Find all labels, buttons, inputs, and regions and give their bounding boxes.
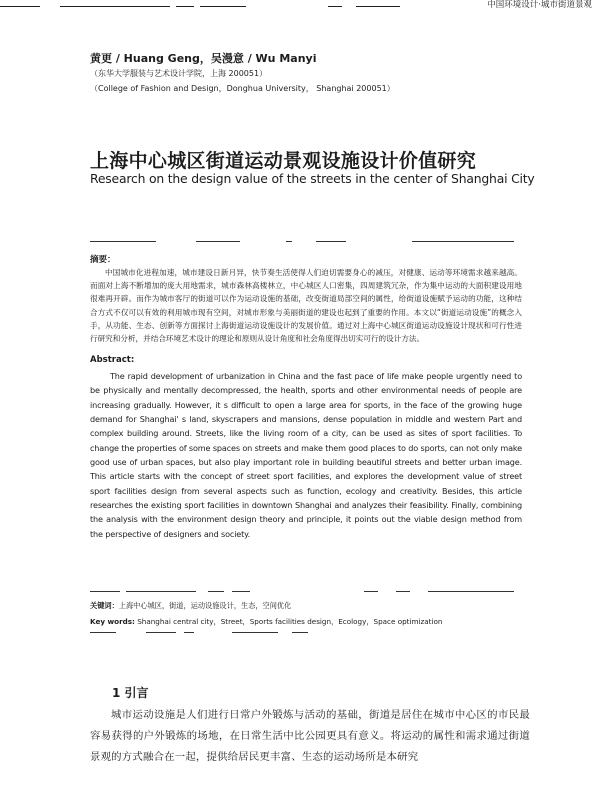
header-rule bbox=[200, 6, 246, 7]
keywords-en-text: Shanghai central city，Street，Sports facilities design，Ecology，Space optimization bbox=[137, 617, 443, 626]
running-header bbox=[0, 0, 600, 10]
divider-rule bbox=[286, 241, 292, 242]
header-rule bbox=[176, 6, 194, 7]
divider-rule bbox=[396, 591, 410, 592]
abstract-en-text: The rapid development of urbanization in China and the fast pace of life make people urgently need to be physically and mentally decompressed, the health, sports and other environmental needs of people are increasing gradually. However, it s difficult to open a large area for sports, in the face of the growing huge demand for Shanghai' s land, skyscrapers and mansions, dense population in middle and western Part and complex building around. Streets, like the living room of a city, can be used as sites of sport facilities. To change the properties of some spaces on streets and make them good places to do sports, can not only make good use of urban spaces, but also play important role in building beautiful streets and better urban image. This article starts with the concept of street sport facilities, and explores the development value of street sport facilities design from several aspects such as function, ecology and creativity. Besides, this article researches the existing sport facilities in downtown Shanghai and analyzes their feasibility. Finally, combining the analysis with the environment design theory and principle, it points out the viable design method from the perspective of designers and society. bbox=[90, 371, 522, 539]
paper-title-cn: 上海中心城区街道运动景观设施设计价值研究 bbox=[90, 150, 477, 172]
divider-rule bbox=[316, 241, 346, 242]
affiliation-cn: （东华大学服装与艺术设计学院，上海 200051） bbox=[90, 69, 268, 78]
divider-rule bbox=[90, 241, 156, 242]
keywords-cn-text: 上海中心城区，街道，运动设施设计，生态，空间优化 bbox=[118, 601, 292, 610]
header-rule bbox=[60, 6, 170, 7]
keywords-en bbox=[90, 617, 442, 627]
abstract-cn-text: 中国城市化进程加速，城市建设日新月异，快节奏生活使得人们迫切需要身心的减压，对健康、运动等环境需求越来越高。而面对上海不断增加的庞大用地需求，城市森林高楼林立，中心城区人口密集，四周建筑冗杂，作为集中运动的大面积建设用地很难再开辟。而作为城市客厅的街道可以作为运动设施的基础，改变街道局部空间的属性，给街道设施赋予运动的功能，这种结合方式不仅可以有效的利用城市现有空间，对城市形象与美丽街道的建设也起到了重要的作用。本文以“街道运动设施”的概念入手，从功能、生态、创新等方面探讨上海街道运动设施设计的发展价值。通过对上海中心城区街道运动设施设计现状和可行性进行研究和分析，并结合环境艺术设计的理论和原则从设计角度和社会角度得出切实可行的设计方法。 bbox=[90, 268, 522, 344]
divider-rule bbox=[364, 591, 378, 592]
divider-rule bbox=[412, 241, 514, 242]
affiliation-en: （College of Fashion and Design，Donghua University， Shanghai 200051） bbox=[90, 84, 395, 93]
divider-rule bbox=[232, 632, 278, 633]
header-rule bbox=[356, 6, 400, 7]
keywords-cn bbox=[90, 601, 291, 611]
divider-rule bbox=[126, 591, 196, 592]
abstract-en-label: Abstract: bbox=[90, 355, 135, 365]
divider-rule bbox=[292, 632, 308, 633]
divider-rule bbox=[208, 591, 224, 592]
header-rule bbox=[328, 6, 342, 7]
author-names: 黄更 / Huang Geng，吴漫意 / Wu Manyi bbox=[90, 52, 317, 65]
divider-rule bbox=[146, 632, 176, 633]
divider-rule bbox=[232, 591, 250, 592]
paper-title-en: Research on the design value of the streets in the center of Shanghai City bbox=[90, 171, 535, 186]
section-body-text: 城市运动设施是人们进行日常户外锻炼与活动的基础，街道是居住在城市中心区的市民最容易获得的户外锻炼的场地，在日常生活中比公园更具有意义。将运动的属性和需求通过街道景观的方式融合在一起，提供给居民更丰富、生态的运动场所是本研究 bbox=[90, 709, 530, 763]
keywords-cn-label: 关键词： bbox=[90, 601, 119, 610]
divider-rule bbox=[196, 241, 240, 242]
divider-rule bbox=[90, 632, 116, 633]
divider-rule bbox=[428, 591, 514, 592]
divider-rule bbox=[184, 632, 194, 633]
abstract-cn-label: 摘要： bbox=[90, 255, 116, 265]
header-rule bbox=[0, 6, 40, 7]
divider-rule bbox=[90, 591, 120, 592]
section-heading: 1 引言 bbox=[112, 686, 149, 700]
keywords-en-label: Key words: bbox=[90, 617, 135, 626]
running-title: 中国环境设计·城市街道景观 bbox=[487, 0, 592, 10]
